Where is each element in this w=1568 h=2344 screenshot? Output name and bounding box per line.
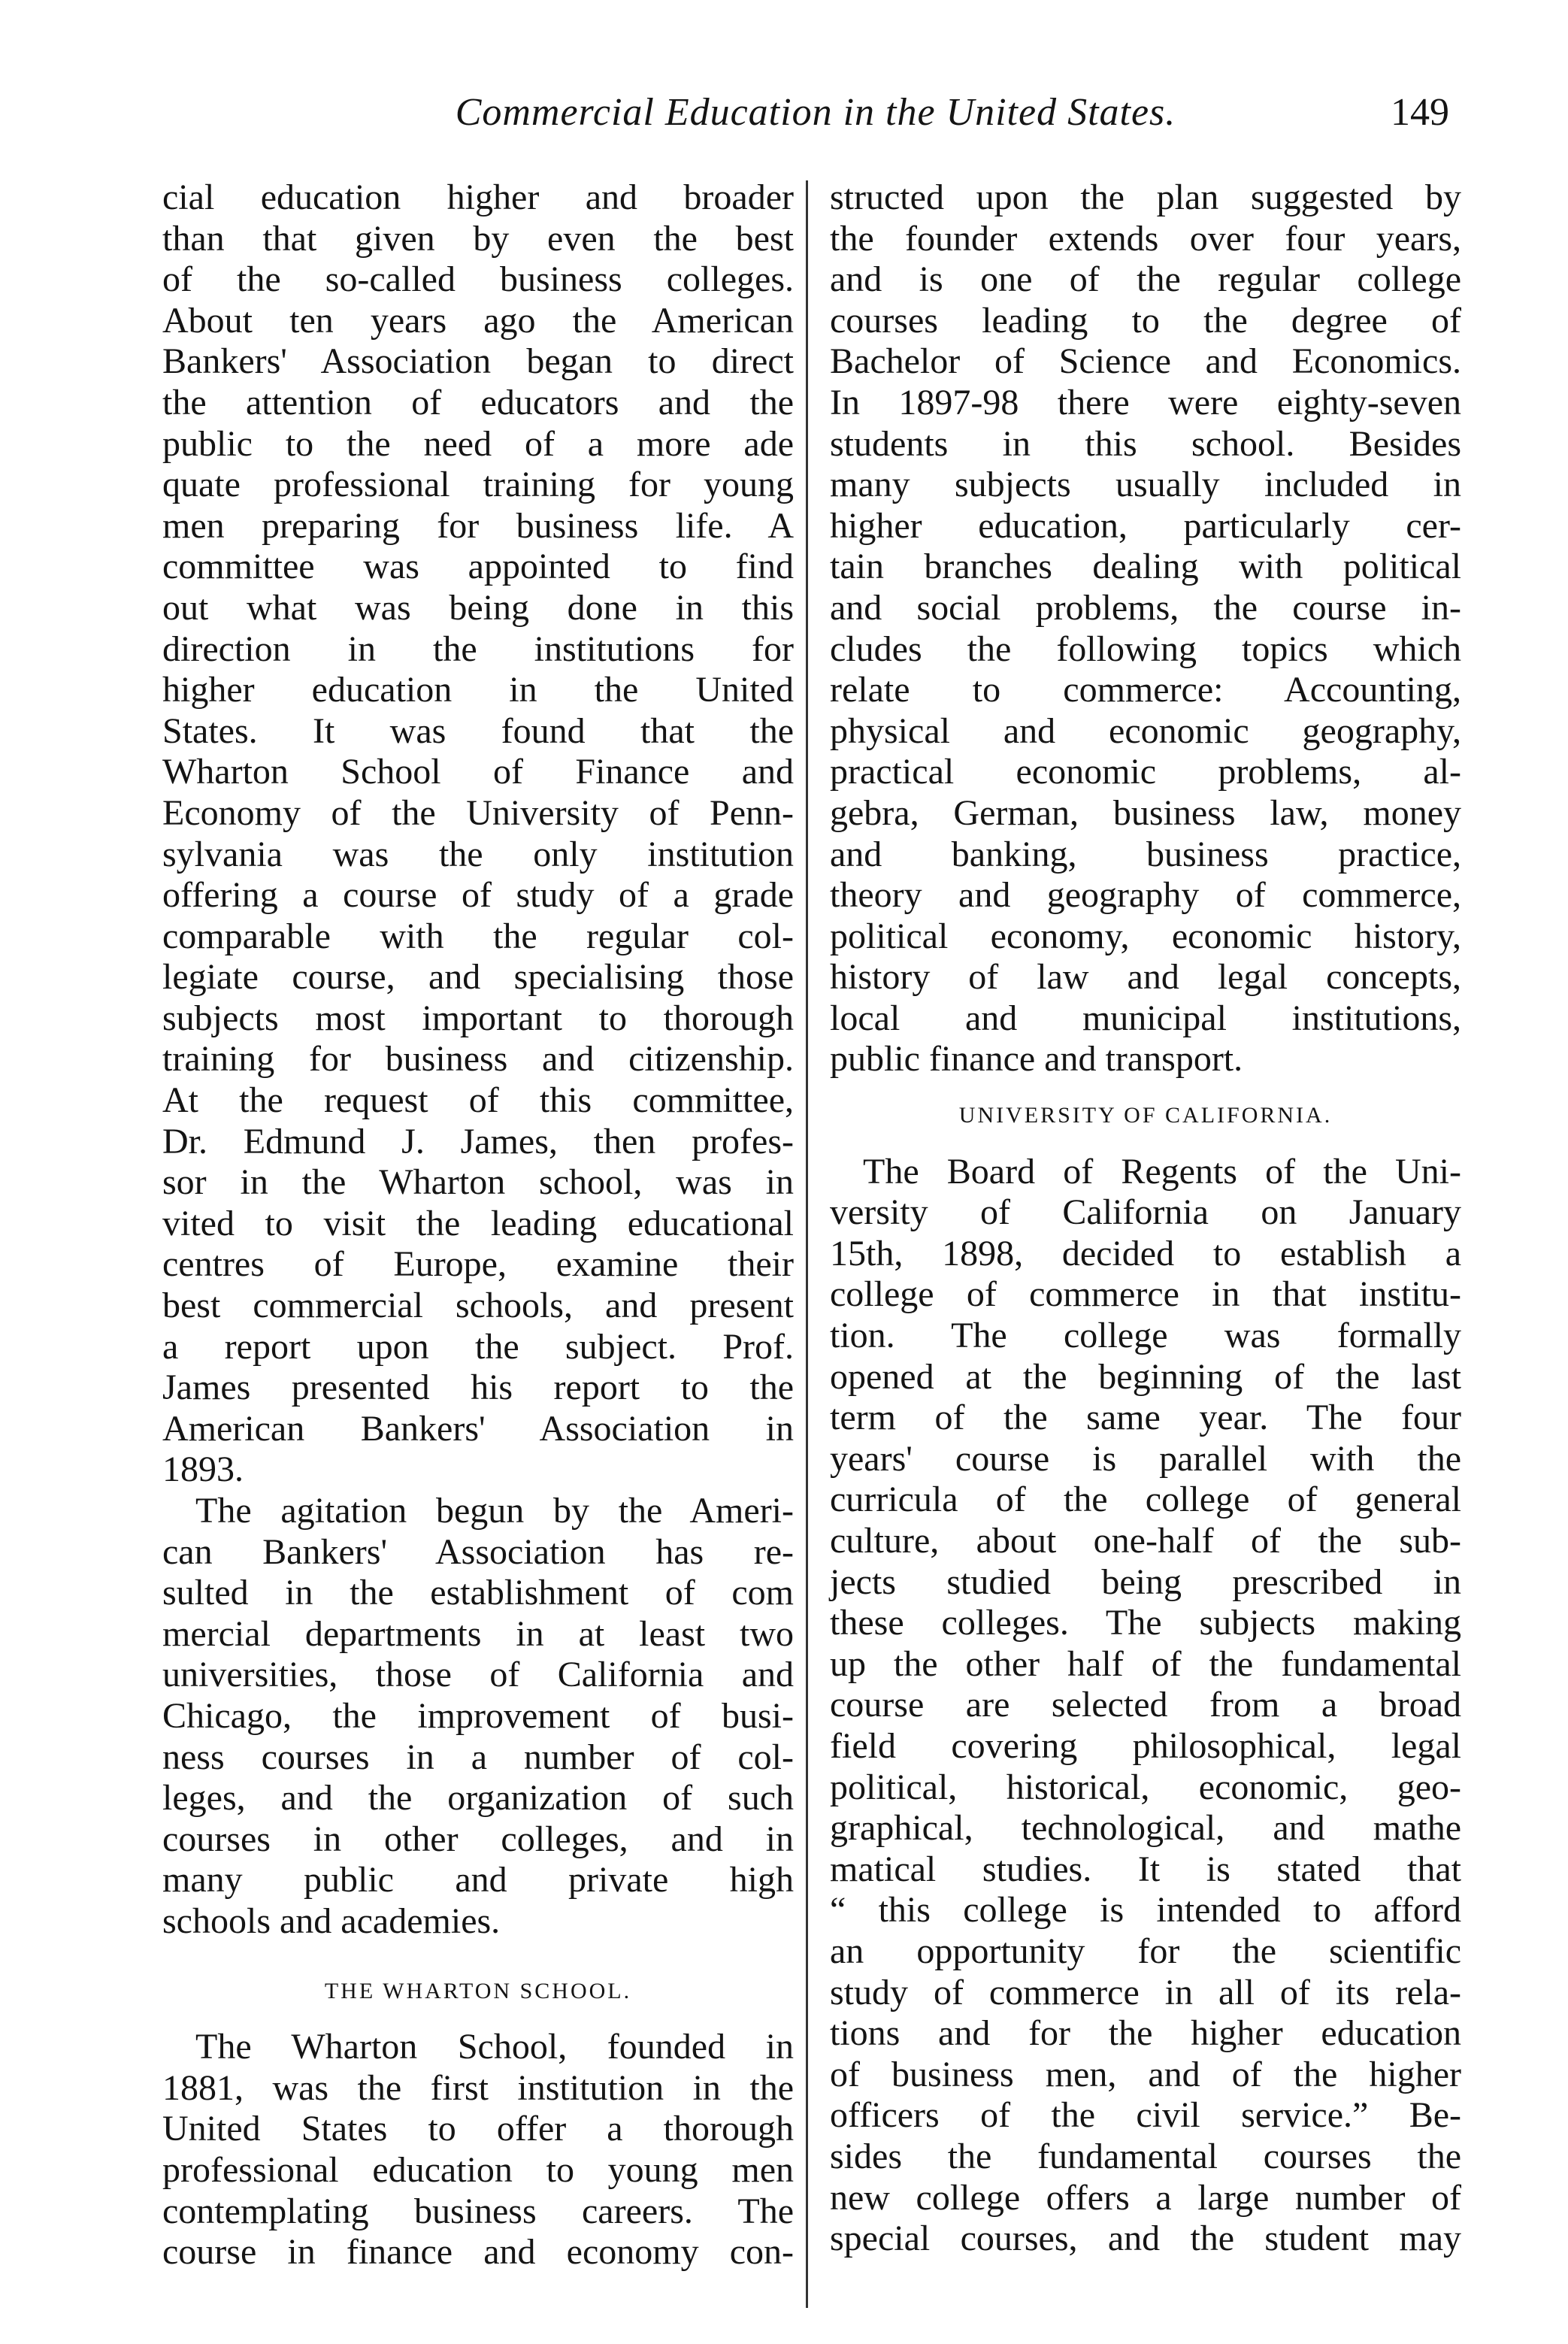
text-line: theory and geography of commerce, bbox=[830, 875, 1461, 916]
text-line: local and municipal institutions, bbox=[830, 998, 1461, 1038]
text-line: Economy of the University of Penn- bbox=[162, 792, 794, 833]
paragraph bbox=[830, 177, 1461, 1080]
text-line: offering a course of study of a grade bbox=[162, 875, 794, 916]
text-line: ness courses in a number of col- bbox=[162, 1737, 794, 1777]
text-line: Bachelor of Science and Economics. bbox=[830, 341, 1461, 382]
text-line: the founder extends over four years, bbox=[830, 218, 1461, 259]
text-line: new college offers a large number of bbox=[830, 2177, 1461, 2218]
text-line: gebra, German, business law, money bbox=[830, 792, 1461, 833]
text-line: quate professional training for young bbox=[162, 465, 794, 505]
text-line: term of the same year. The four bbox=[830, 1398, 1461, 1438]
text-line: public to the need of a more ade bbox=[162, 423, 794, 464]
text-line: At the request of this committee, bbox=[162, 1080, 794, 1121]
text-line: leges, and the organization of such bbox=[162, 1778, 794, 1819]
text-line: contemplating business careers. The bbox=[162, 2191, 794, 2231]
text-line: States. It was found that the bbox=[162, 710, 794, 751]
text-line: of business men, and of the higher bbox=[830, 2054, 1461, 2094]
text-line: cial education higher and broader bbox=[162, 177, 794, 217]
text-line: mercial departments in at least two bbox=[162, 1613, 794, 1654]
right-column bbox=[830, 177, 1461, 2260]
text-line: curricula of the college of general bbox=[830, 1479, 1461, 1520]
text-line: practical economic problems, al- bbox=[830, 752, 1461, 792]
text-line: schools and academies. bbox=[162, 1900, 501, 1941]
text-line: James presented his report to the bbox=[162, 1367, 794, 1408]
paragraph bbox=[162, 2027, 794, 2273]
text-line: public finance and transport. bbox=[830, 1039, 1243, 1080]
text-line: tions and for the higher education bbox=[830, 2013, 1461, 2054]
paragraph bbox=[830, 1152, 1461, 2260]
text-line: tain branches dealing with political bbox=[830, 547, 1461, 587]
text-line: of the so-called business colleges. bbox=[162, 259, 794, 300]
text-line: higher education in the United bbox=[162, 670, 794, 710]
text-line: up the other half of the fundamental bbox=[830, 1643, 1461, 1684]
text-line: Bankers' Association began to direct bbox=[162, 341, 794, 382]
text-line: The Wharton School, founded in bbox=[195, 2027, 794, 2067]
text-line: political, historical, economic, geo- bbox=[830, 1767, 1461, 1807]
text-line: and banking, business practice, bbox=[830, 834, 1461, 874]
text-line: a report upon the subject. Prof. bbox=[162, 1326, 794, 1367]
page-number: 149 bbox=[1391, 91, 1449, 134]
text-line: than that given by even the best bbox=[162, 218, 794, 259]
text-line: 1881, was the first institution in the bbox=[162, 2067, 794, 2108]
text-line: political economy, economic history, bbox=[830, 916, 1461, 956]
text-line: history of law and legal concepts, bbox=[830, 957, 1461, 998]
text-line: About ten years ago the American bbox=[162, 300, 794, 341]
text-line: can Bankers' Association has re- bbox=[162, 1531, 794, 1572]
paragraph bbox=[162, 177, 794, 1491]
text-line: tion. The college was formally bbox=[830, 1316, 1461, 1356]
text-line: physical and economic geography, bbox=[830, 710, 1461, 751]
text-line: direction in the institutions for bbox=[162, 628, 794, 669]
text-line: the attention of educators and the bbox=[162, 382, 794, 422]
text-line: relate to commerce: Accounting, bbox=[830, 670, 1461, 710]
text-line: sides the fundamental courses the bbox=[830, 2136, 1461, 2176]
section-heading: UNIVERSITY OF CALIFORNIA. bbox=[958, 1103, 1333, 1128]
text-line: committee was appointed to find bbox=[162, 547, 794, 587]
text-line: Dr. Edmund J. James, then profes- bbox=[162, 1121, 794, 1161]
text-line: “ this college is intended to afford bbox=[830, 1890, 1461, 1931]
text-line: sulted in the establishment of com bbox=[162, 1573, 794, 1613]
text-line: versity of California on January bbox=[830, 1192, 1461, 1233]
text-line: out what was being done in this bbox=[162, 587, 794, 628]
text-line: graphical, technological, and mathe bbox=[830, 1808, 1461, 1849]
text-line: study of commerce in all of its rela- bbox=[830, 1972, 1461, 2012]
text-line: United States to offer a thorough bbox=[162, 2109, 794, 2149]
text-line: Wharton School of Finance and bbox=[162, 752, 794, 792]
text-line: universities, those of California and bbox=[162, 1655, 794, 1695]
text-line: these colleges. The subjects making bbox=[830, 1603, 1461, 1643]
text-line: course are selected from a broad bbox=[830, 1685, 1461, 1725]
text-line: cludes the following topics which bbox=[830, 628, 1461, 669]
text-line: culture, about one-half of the sub- bbox=[830, 1521, 1461, 1561]
text-line: vited to visit the leading educational bbox=[162, 1203, 794, 1243]
column-rule bbox=[806, 180, 808, 2308]
text-line: and is one of the regular college bbox=[830, 259, 1461, 300]
text-line: an opportunity for the scientific bbox=[830, 1931, 1461, 1971]
text-line: 15th, 1898, decided to establish a bbox=[830, 1233, 1461, 1273]
text-line: opened at the beginning of the last bbox=[830, 1356, 1461, 1397]
text-line: centres of Europe, examine their bbox=[162, 1244, 794, 1285]
text-line: subjects most important to thorough bbox=[162, 998, 794, 1038]
text-line: matical studies. It is stated that bbox=[830, 1849, 1461, 1889]
text-line: sor in the Wharton school, was in bbox=[162, 1162, 794, 1203]
text-line: best commercial schools, and present bbox=[162, 1286, 794, 1326]
text-line: course in finance and economy con- bbox=[162, 2232, 794, 2273]
text-line: college of commerce in that institu- bbox=[830, 1274, 1461, 1315]
text-line: courses in other colleges, and in bbox=[162, 1819, 794, 1859]
text-line: many public and private high bbox=[162, 1860, 794, 1900]
text-line: many subjects usually included in bbox=[830, 465, 1461, 505]
text-line: Chicago, the improvement of busi- bbox=[162, 1695, 794, 1736]
text-line: The Board of Regents of the Uni- bbox=[863, 1151, 1461, 1192]
text-line: training for business and citizenship. bbox=[162, 1039, 794, 1080]
section-heading: THE WHARTON SCHOOL. bbox=[324, 1978, 632, 2003]
text-line: structed upon the plan suggested by bbox=[830, 177, 1461, 217]
text-line: legiate course, and specialising those bbox=[162, 957, 794, 998]
text-line: men preparing for business life. A bbox=[162, 505, 794, 546]
text-line: In 1897-98 there were eighty-seven bbox=[830, 382, 1461, 422]
text-line: special courses, and the student may bbox=[830, 2218, 1461, 2259]
text-line: sylvania was the only institution bbox=[162, 834, 794, 874]
text-line: The agitation begun by the Ameri- bbox=[195, 1491, 794, 1531]
text-line: professional education to young men bbox=[162, 2149, 794, 2190]
text-line: 1893. bbox=[162, 1449, 244, 1490]
text-line: comparable with the regular col- bbox=[162, 916, 794, 956]
text-line: American Bankers' Association in bbox=[162, 1408, 794, 1449]
left-column bbox=[162, 177, 794, 2273]
text-line: and social problems, the course in- bbox=[830, 587, 1461, 628]
running-head: Commercial Education in the United States. bbox=[455, 91, 1176, 134]
text-line: years' course is parallel with the bbox=[830, 1438, 1461, 1479]
text-line: jects studied being prescribed in bbox=[830, 1561, 1461, 1602]
text-line: field covering philosophical, legal bbox=[830, 1725, 1461, 1766]
text-line: officers of the civil service.” Be- bbox=[830, 2095, 1461, 2136]
text-line: higher education, particularly cer- bbox=[830, 505, 1461, 546]
text-line: courses leading to the degree of bbox=[830, 300, 1461, 341]
text-line: students in this school. Besides bbox=[830, 423, 1461, 464]
paragraph bbox=[162, 1491, 794, 1943]
